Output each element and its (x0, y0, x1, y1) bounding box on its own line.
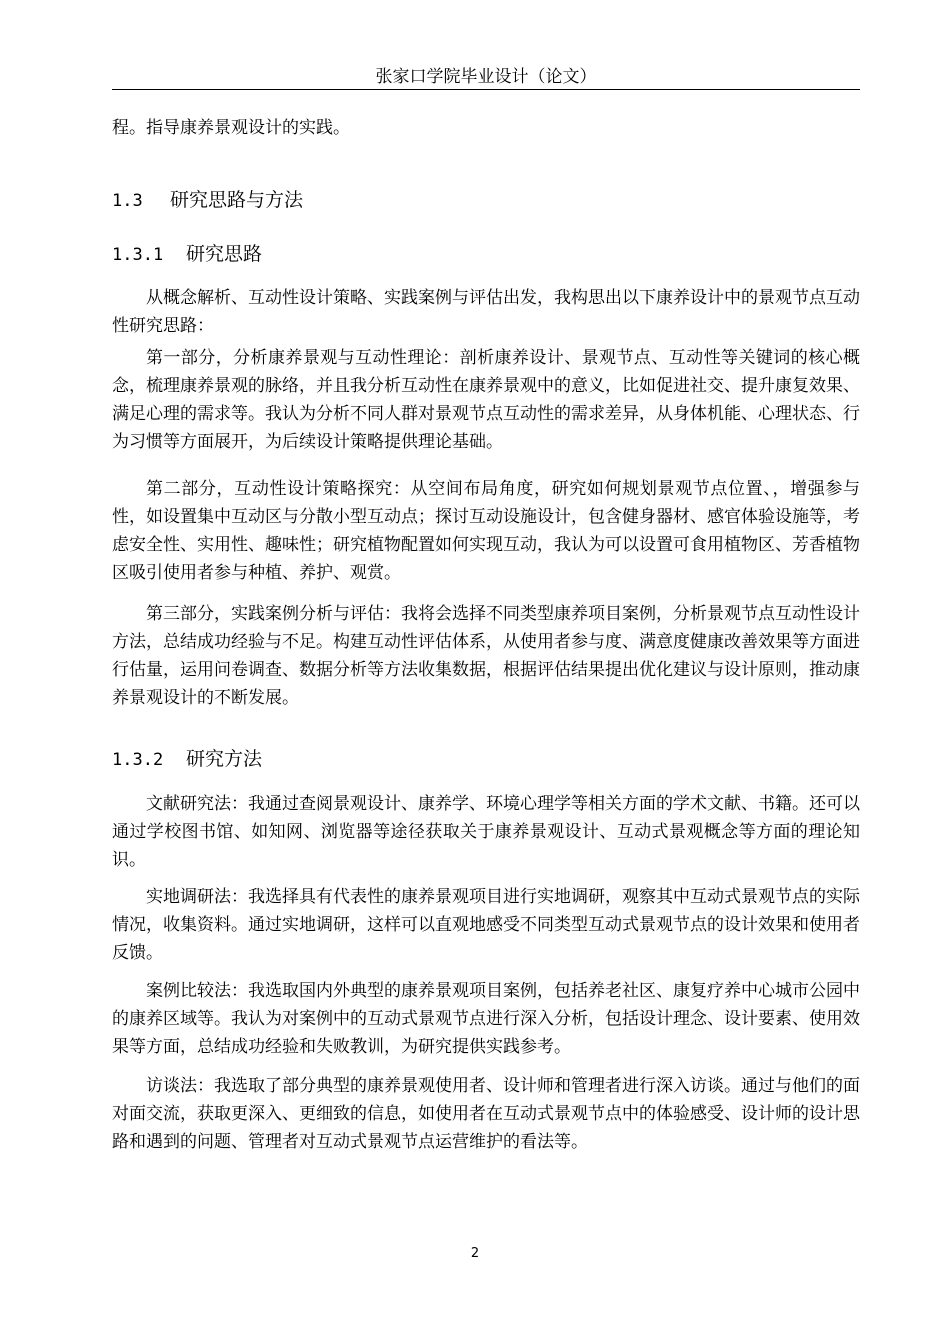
subsection-heading-1-3-2 (112, 745, 262, 774)
subsection-number: 1.3.1 (112, 245, 164, 265)
subsection-number: 1.3.2 (112, 750, 164, 770)
section-title: 研究思路与方法 (170, 189, 304, 211)
paragraph: 第三部分，实践案例分析与评估：我将会选择不同类型康养项目案例，分析景观节点互动性设计方法，总结成功经验与不足。构建互动性评估体系，从使用者参与度、满意度健康改善效果等方面进行估量，运用问卷调查、数据分析等方法收集数据，根据评估结果提出优化建议与设计原则，推动康养景观设计的不断发展。 (112, 604, 860, 708)
subsection-heading-1-3-1 (112, 240, 262, 269)
subsection-title: 研究思路 (186, 243, 263, 265)
paragraph: 实地调研法：我选择具有代表性的康养景观项目进行实地调研，观察其中互动式景观节点的实际情况，收集资料。通过实地调研，这样可以直观地感受不同类型互动式景观节点的设计效果和使用者反馈。 (112, 887, 860, 963)
paragraph: 第一部分，分析康养景观与互动性理论：剖析康养设计、景观节点、互动性等关键词的核心概念，梳理康养景观的脉络，并且我分析互动性在康养景观中的意义，比如促进社交、提升康复效果、满足心理的需求等。我认为分析不同人群对景观节点互动性的需求差异，从身体机能、心理状态、行为习惯等方面展开，为后续设计策略提供理论基础。 (112, 348, 860, 452)
paragraph: 访谈法：我选取了部分典型的康养景观使用者、设计师和管理者进行深入访谈。通过与他们的面对面交流，获取更深入、更细致的信息，如使用者在互动式景观节点中的体验感受、设计师的设计思路和遇到的问题、管理者对互动式景观节点运营维护的看法等。 (112, 1076, 860, 1152)
running-header: 张家口学院毕业设计（论文） (375, 67, 597, 87)
subsection-title: 研究方法 (186, 748, 263, 770)
paragraph: 案例比较法：我选取国内外典型的康养景观项目案例，包括养老社区、康复疗养中心城市公园中的康养区域等。我认为对案例中的互动式景观节点进行深入分析，包括设计理念、设计要素、使用效果等方面，总结成功经验和失败教训，为研究提供实践参考。 (112, 981, 860, 1057)
header-rule (112, 89, 860, 90)
page-number: 2 (470, 1246, 480, 1261)
paragraph: 第二部分，互动性设计策略探究：从空间布局角度，研究如何规划景观节点位置、，增强参与性，如设置集中互动区与分散小型互动点；探讨互动设施设计，包含健身器材、感官体验设施等，考虑安全性、实用性、趣味性；研究植物配置如何实现互动，我认为可以设置可食用植物区、芳香植物区吸引使用者参与种植、养护、观赏。 (112, 479, 860, 583)
paragraph-continuation: 程。指导康养景观设计的实践。 (112, 118, 350, 138)
section-heading-1-3 (112, 186, 303, 215)
paragraph: 文献研究法：我通过查阅景观设计、康养学、环境心理学等相关方面的学术文献、书籍。还可以通过学校图书馆、如知网、浏览器等途径获取关于康养景观设计、互动式景观概念等方面的理论知识。 (112, 794, 860, 870)
paragraph: 从概念解析、互动性设计策略、实践案例与评估出发，我构思出以下康养设计中的景观节点互动性研究思路： (112, 288, 860, 336)
section-number: 1.3 (112, 191, 143, 211)
